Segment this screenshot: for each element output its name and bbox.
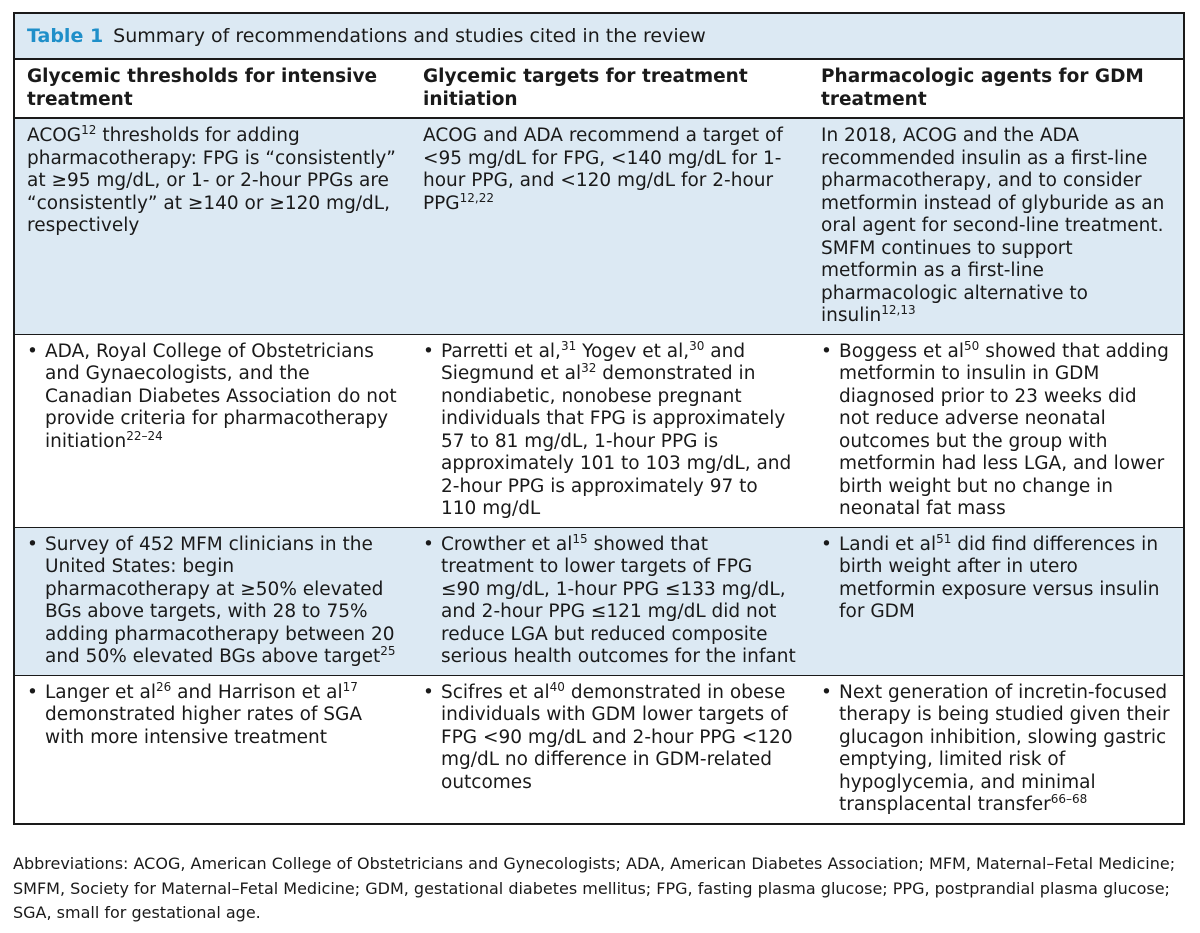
table-row: [15, 527, 1183, 675]
header-row: [15, 60, 1183, 118]
bullet-icon: •: [821, 340, 832, 362]
table-cell: • Boggess et $al^{50}$ showed that adding metformin to insulin in GDM diagnosed prior to 23 weeks did not reduce adverse neonatal outcomes but the group with metformin had less LGA, and lower birth weight but no change in neonatal fat mass: [809, 334, 1183, 527]
table-cell: • Langer et $al^{26}$ and Harrison et $al^{17}$ demonstrated higher rates of SGA with more intensive treatment: [15, 675, 411, 823]
table-cell: • Crowther et $al^{15}$ showed that treatment to lower targets of FPG ≤90 mg/dL, 1-hour PPG ≤133 mg/dL, and 2-hour PPG ≤121 mg/dL did not reduce LGA but reduced composite serious health outcomes for the infant: [411, 527, 809, 675]
bullet-icon: •: [27, 533, 38, 555]
header-thresholds: Glycemic thresholds for intensive treatment: [15, 60, 411, 118]
table-cell: ACOG and ADA recommend a target of <95 mg/dL for FPG, <140 mg/dL for 1-hour PPG, and <120 mg/dL for 2-hour PPG$^{12,22}$: [411, 118, 809, 334]
bullet-icon: •: [423, 681, 434, 703]
table-cell: ACOG$^{12}$ thresholds for adding pharmacotherapy: FPG is “consistently” at ≥95 mg/dL, or 1- or 2-hour PPGs are “consistently” at ≥140 or ≥120 mg/dL, respectively: [15, 118, 411, 334]
bullet-icon: •: [821, 533, 832, 555]
header-agents: Pharmacologic agents for GDM treatment: [809, 60, 1183, 118]
table-row: [15, 118, 1183, 334]
table-caption: [15, 14, 1183, 60]
table-title: Summary of recommendations and studies cited in the review: [113, 25, 706, 47]
header-targets: Glycemic targets for treatment initiation: [411, 60, 809, 118]
table-cell: In 2018, ACOG and the ADA recommended insulin as a first-line pharmacotherapy, and to consider metformin instead of glyburide as an oral agent for second-line treatment. SMFM continues to support metformin as a first-line pharmacologic alternative to insulin$^{12,13}$: [809, 118, 1183, 334]
table-cell: • Next generation of incretin-focused therapy is being studied given their glucagon inhibition, slowing gastric emptying, limited risk of hypoglycemia, and minimal transplacental transfer$^{66-68}$: [809, 675, 1183, 823]
table-cell: • Scifres et $al^{40}$ demonstrated in obese individuals with GDM lower targets of FPG <90 mg/dL and 2-hour PPG <120 mg/dL no difference in GDM-related outcomes: [411, 675, 809, 823]
table-label: Table 1: [27, 25, 104, 47]
bullet-icon: •: [423, 340, 434, 362]
bullet-icon: •: [423, 533, 434, 555]
table-cell: • Landi et $al^{51}$ did find differences in birth weight after in utero metformin exposure versus insulin for GDM: [809, 527, 1183, 675]
abbreviations-footnote: Abbreviations: ACOG, American College of Obstetricians and Gynecologists; ADA, American Diabetes Association; MFM, Maternal–Fetal Medicine; SMFM, Society for Maternal–Fetal Medicine; GDM, gestational diabetes mellitus; FPG, fasting plasma glucose; PPG, postprandial plasma glucose; SGA, small for gestational age.: [13, 854, 1176, 922]
bullet-icon: •: [821, 681, 832, 703]
table-row: [15, 675, 1183, 823]
table-cell: • ADA, Royal College of Obstetricians and Gynaecologists, and the Canadian Diabetes Association do not provide criteria for pharmacotherapy initiation$^{22-24}$: [15, 334, 411, 527]
table-body: [15, 60, 1183, 823]
summary-table: [13, 12, 1185, 825]
table-cell: • Parretti et al,$^{31}$ Yogev et al,$^{30}$ and Siegmund et $al^{32}$ demonstrated in nondiabetic, nonobese pregnant individuals that FPG is approximately 57 to 81 mg/dL, 1-hour PPG is approximately 101 to 103 mg/dL, and 2-hour PPG is approximately 97 to 110 mg/dL: [411, 334, 809, 527]
table-cell: • Survey of 452 MFM clinicians in the United States: begin pharmacotherapy at ≥50% elevated BGs above targets, with 28 to 75% adding pharmacotherapy between 20 and 50% elevated BGs above target$^{25}$: [15, 527, 411, 675]
bullet-icon: •: [27, 681, 38, 703]
bullet-icon: •: [27, 340, 38, 362]
table-row: [15, 334, 1183, 527]
